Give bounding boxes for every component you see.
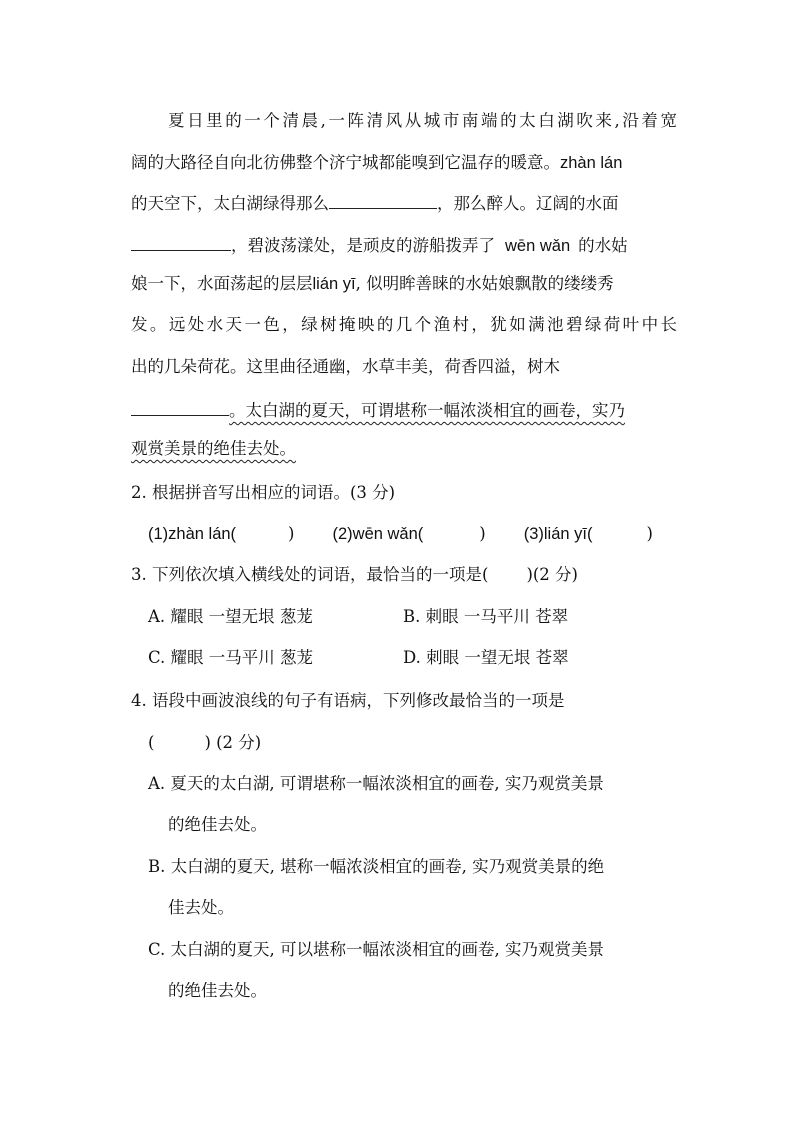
passage-text: ，那么醉人。辽阔的水面 xyxy=(437,194,619,213)
passage-line-6: 发。远处水天一色，绿树掩映的几个渔村，犹如满池碧绿荷叶中长 xyxy=(131,315,677,334)
passage-text: , 似明眸善睐的水姑娘飘散的缕缕秀 xyxy=(355,274,614,293)
q2-item-3: (3)lián yī( xyxy=(523,525,593,543)
passage-text: 的天空下，太白湖绿得那么 xyxy=(131,194,329,213)
passage-line-2 xyxy=(131,151,677,175)
q3-stem-score: )(2 分) xyxy=(526,565,578,584)
q3-stem-text: 3. 下列依次填入横线处的词语，最恰当的一项是( xyxy=(131,565,489,584)
wavy-underlined-sentence-end: 观赏美景的绝佳去处。 xyxy=(131,439,296,458)
paren-close: ) xyxy=(288,524,295,543)
q4-option-c[interactable]: C. 太白湖的夏天, 可以堪称一幅浓淡相宜的画卷, 实乃观赏美景 xyxy=(148,940,605,959)
q3-option-c[interactable]: C. 耀眼 一马平川 葱茏 xyxy=(148,648,314,667)
passage-text: 的水姑 xyxy=(578,236,628,255)
fill-blank-3[interactable] xyxy=(131,397,229,416)
fill-blank-1[interactable] xyxy=(329,190,437,209)
passage-line-7: 出的几朵荷花。这里曲径通幽，水草丰美，荷香四溢，树木 xyxy=(131,357,560,376)
wavy-underlined-sentence: 。太白湖的夏天，可谓堪称一幅浓淡相宜的画卷，实乃 xyxy=(229,401,625,420)
q4-option-b-cont: 佳去处。 xyxy=(168,898,234,917)
passage-line-9 xyxy=(131,437,677,461)
q4-option-b[interactable]: B. 太白湖的夏天, 堪称一幅浓淡相宜的画卷, 实乃观赏美景的绝 xyxy=(148,857,605,876)
fill-blank-2[interactable] xyxy=(131,232,231,251)
passage-line-3 xyxy=(131,190,677,216)
paren-close: ) xyxy=(646,524,653,543)
passage-line-4 xyxy=(131,232,677,258)
question-2-stem: 2. 根据拼音写出相应的词语。(3 分) xyxy=(131,483,396,502)
q2-item-1: (1)zhàn lán( xyxy=(148,525,237,543)
q2-item-2: (2)wēn wǎn( xyxy=(332,525,424,543)
paren-open: ( xyxy=(148,733,155,752)
pinyin-zhanlan: zhàn lán xyxy=(560,154,623,172)
passage-line-8 xyxy=(131,397,677,423)
passage-line-5 xyxy=(131,272,677,296)
q4-option-a-cont: 的绝佳去处。 xyxy=(168,815,267,834)
q3-option-b[interactable]: B. 刺眼 一马平川 苍翠 xyxy=(403,607,569,626)
question-3-stem xyxy=(131,563,578,587)
question-4-answer-line xyxy=(148,731,261,755)
q4-option-c-cont: 的绝佳去处。 xyxy=(168,981,267,1000)
paren-close: ) xyxy=(479,524,486,543)
q3-option-a[interactable]: A. 耀眼 一望无垠 葱茏 xyxy=(148,607,313,626)
question-4-stem: 4. 语段中画波浪线的句子有语病，下列修改最恰当的一项是 xyxy=(131,691,565,710)
q4-score: ) (2 分) xyxy=(204,733,262,752)
question-2-answers xyxy=(148,522,653,546)
q4-option-a[interactable]: A. 夏天的太白湖, 可谓堪称一幅浓淡相宜的画卷, 实乃观赏美景 xyxy=(148,774,604,793)
passage-text: ，碧波荡漾处，是顽皮的游船拨弄了 xyxy=(231,236,495,255)
passage-line-1: 夏日里的一个清晨,一阵清风从城市南端的太白湖吹来,沿着宽 xyxy=(168,111,677,130)
pinyin-lianyi: lián yī xyxy=(312,275,356,293)
q3-option-d[interactable]: D. 刺眼 一望无垠 苍翠 xyxy=(403,648,569,667)
passage-text: 阔的大路径自向北彷佛整个济宁城都能嗅到它温存的暖意。 xyxy=(131,153,560,172)
pinyin-wenwan: wēn wǎn xyxy=(505,237,571,255)
passage-text: 娘一下，水面荡起的层层 xyxy=(131,274,313,293)
